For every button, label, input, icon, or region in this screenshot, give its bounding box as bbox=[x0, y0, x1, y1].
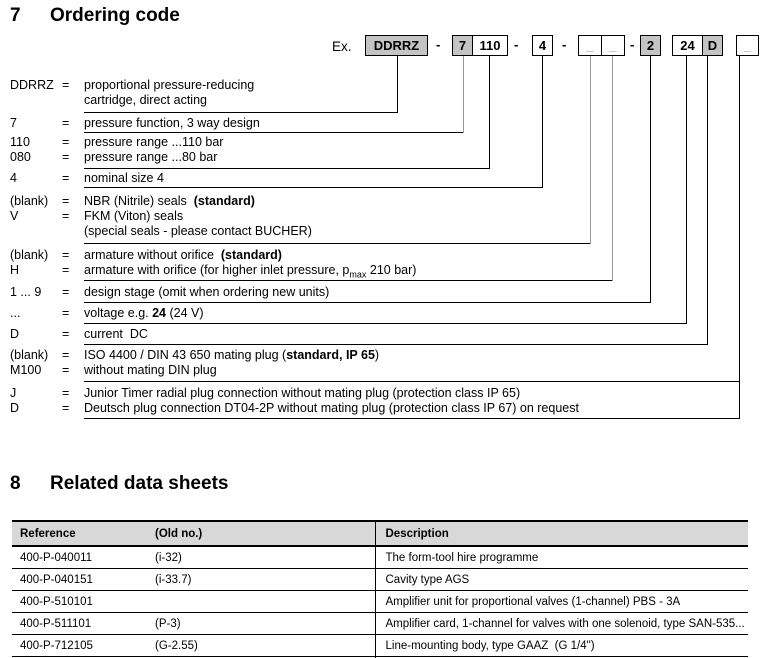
code-description bbox=[84, 171, 164, 186]
section7-number: 7 bbox=[10, 5, 21, 26]
code-line bbox=[10, 386, 750, 401]
code-description bbox=[84, 401, 579, 416]
description-text: (special seals - please contact BUCHER) bbox=[84, 224, 312, 238]
connector-vertical-line bbox=[489, 56, 490, 169]
description-text: ISO 4400 / DIN 43 650 mating plug ( bbox=[84, 348, 287, 362]
description-text: voltage e.g. bbox=[84, 306, 153, 320]
table-cell: (G-2.55) bbox=[147, 635, 375, 657]
table-cell: Amplifier unit for proportional valves (1-channel) PBS - 3A bbox=[375, 591, 748, 613]
code-value: V bbox=[10, 209, 19, 223]
connector-vertical-line bbox=[612, 56, 613, 281]
connector-underline bbox=[84, 418, 740, 419]
connector-underline bbox=[84, 243, 591, 244]
equals-sign: = bbox=[62, 327, 70, 341]
table-cell: (i-32) bbox=[147, 546, 375, 569]
code-value: (blank) bbox=[10, 248, 49, 262]
code-description bbox=[84, 224, 312, 239]
code-line bbox=[10, 348, 750, 363]
connector-underline bbox=[84, 168, 490, 169]
equals-sign: = bbox=[62, 306, 70, 320]
description-text: (standard) bbox=[220, 248, 282, 262]
description-text: standard, IP 65 bbox=[286, 348, 375, 362]
description-text: 210 bar) bbox=[366, 263, 417, 277]
equals-sign: = bbox=[62, 194, 70, 208]
code-description bbox=[84, 194, 255, 209]
code-line bbox=[10, 327, 750, 342]
code-value: 080 bbox=[10, 150, 31, 164]
code-box-4: 4 bbox=[532, 35, 553, 56]
table-cell: 400-P-040151 bbox=[12, 569, 147, 591]
equals-sign: = bbox=[62, 363, 70, 377]
code-value: H bbox=[10, 263, 20, 277]
code-group bbox=[10, 348, 750, 378]
description-text: (standard) bbox=[193, 194, 255, 208]
equals-sign: = bbox=[62, 348, 70, 362]
code-description bbox=[84, 348, 379, 363]
code-line bbox=[10, 116, 750, 131]
description-text: pressure range ...110 bar bbox=[84, 135, 224, 149]
equals-sign: = bbox=[62, 78, 70, 92]
connector-underline bbox=[84, 112, 398, 113]
table-cell: The form-tool hire programme bbox=[375, 546, 748, 569]
code-description bbox=[84, 285, 329, 300]
table-header bbox=[12, 521, 748, 546]
code-box-blank-9: _ bbox=[736, 35, 759, 56]
description-text: design stage (omit when ordering new units) bbox=[84, 285, 330, 299]
code-separator: - bbox=[436, 37, 441, 52]
code-box-ddrrz: DDRRZ bbox=[365, 35, 428, 56]
description-text: current DC bbox=[84, 327, 148, 341]
equals-sign: = bbox=[62, 248, 70, 262]
connector-vertical-line bbox=[463, 56, 464, 133]
code-group bbox=[10, 135, 750, 165]
equals-sign: = bbox=[62, 150, 70, 164]
code-group bbox=[10, 386, 750, 416]
table-header-cell: Description bbox=[375, 521, 748, 546]
code-description bbox=[84, 116, 260, 131]
code-line bbox=[10, 171, 750, 186]
code-line bbox=[10, 306, 750, 321]
table-row bbox=[12, 546, 748, 569]
equals-sign: = bbox=[62, 209, 70, 223]
table-header-cell: (Old no.) bbox=[147, 521, 375, 546]
code-value: 7 bbox=[10, 116, 17, 130]
code-separator: - bbox=[630, 37, 635, 52]
code-box-d: D bbox=[702, 35, 723, 56]
description-text: Deutsch plug connection DT04-2P without mating plug (protection class IP 67) on request bbox=[84, 401, 579, 415]
table-cell: Cavity type AGS bbox=[375, 569, 748, 591]
code-box-24: 24 bbox=[672, 35, 703, 56]
code-separator: - bbox=[562, 37, 567, 52]
connector-underline bbox=[84, 323, 687, 324]
connector-vertical-line bbox=[739, 56, 740, 419]
equals-sign: = bbox=[62, 135, 70, 149]
code-group bbox=[10, 194, 750, 239]
equals-sign: = bbox=[62, 263, 70, 277]
description-text: NBR (Nitrile) seals bbox=[84, 194, 194, 208]
description-text: proportional pressure-reducing bbox=[84, 78, 255, 92]
section7-title: Ordering code bbox=[50, 5, 180, 26]
code-value: 1 ... 9 bbox=[10, 285, 42, 299]
connector-vertical-line bbox=[542, 56, 543, 188]
section8-heading bbox=[10, 473, 228, 495]
equals-sign: = bbox=[62, 386, 70, 400]
description-text: FKM (Viton) seals bbox=[84, 209, 184, 223]
code-description bbox=[84, 363, 217, 378]
code-line bbox=[10, 363, 750, 378]
code-group bbox=[10, 285, 750, 300]
connector-underline bbox=[84, 187, 543, 188]
table-cell bbox=[147, 591, 375, 613]
connector-underline bbox=[84, 280, 613, 281]
code-description bbox=[84, 150, 217, 165]
code-line bbox=[10, 224, 750, 239]
code-description bbox=[84, 78, 254, 93]
code-line bbox=[10, 401, 750, 416]
connector-vertical-line bbox=[590, 56, 591, 244]
code-value: 110 bbox=[10, 135, 30, 149]
code-value: D bbox=[10, 401, 20, 415]
description-text: pressure range ...80 bar bbox=[84, 150, 218, 164]
code-line bbox=[10, 209, 750, 224]
connector-underline bbox=[84, 344, 708, 345]
table-cell: 400-P-510101 bbox=[12, 591, 147, 613]
code-value: (blank) bbox=[10, 348, 49, 362]
description-text: ) bbox=[374, 348, 380, 362]
table-cell: Line-mounting body, type GAAZ (G 1/4") bbox=[375, 635, 748, 657]
code-line bbox=[10, 93, 750, 108]
code-line bbox=[10, 194, 750, 209]
subscript-text: max bbox=[349, 269, 367, 280]
section8-title: Related data sheets bbox=[50, 473, 229, 494]
connector-vertical-line bbox=[707, 56, 708, 345]
code-description bbox=[84, 386, 520, 401]
table-column-divider bbox=[375, 649, 376, 658]
code-value: DDRRZ bbox=[10, 78, 54, 92]
table-cell: Amplifier card, 1-channel for valves with one solenoid, type SAN-535... bbox=[375, 613, 748, 635]
description-text: without mating DIN plug bbox=[84, 363, 217, 377]
equals-sign: = bbox=[62, 171, 70, 185]
code-line bbox=[10, 263, 750, 278]
code-description bbox=[84, 209, 183, 224]
connector-underline bbox=[84, 381, 740, 382]
code-box-blank-5: _ bbox=[601, 35, 625, 56]
table-row bbox=[12, 591, 748, 613]
description-text: (24 V) bbox=[166, 306, 204, 320]
code-description bbox=[84, 306, 204, 321]
code-group bbox=[10, 171, 750, 186]
description-text: armature with orifice (for higher inlet pressure, p bbox=[84, 263, 350, 277]
code-description bbox=[84, 327, 148, 342]
connector-underline bbox=[84, 132, 464, 133]
code-line bbox=[10, 135, 750, 150]
table-cell: 400-P-511101 bbox=[12, 613, 147, 635]
code-group bbox=[10, 248, 750, 278]
equals-sign: = bbox=[62, 401, 70, 415]
connector-vertical-line bbox=[686, 56, 687, 324]
code-value: J bbox=[10, 386, 17, 400]
related-data-sheets-table bbox=[12, 520, 748, 657]
code-description bbox=[84, 248, 282, 263]
code-value: M100 bbox=[10, 363, 42, 377]
table-header-cell: Reference bbox=[12, 521, 147, 546]
code-group bbox=[10, 327, 750, 342]
table-row bbox=[12, 635, 748, 657]
table-cell: 400-P-712105 bbox=[12, 635, 147, 657]
table-cell: (i-33.7) bbox=[147, 569, 375, 591]
equals-sign: = bbox=[62, 116, 70, 130]
connector-underline bbox=[84, 302, 651, 303]
code-separator: - bbox=[514, 37, 519, 52]
code-value: D bbox=[10, 327, 20, 341]
section8-number: 8 bbox=[10, 473, 21, 494]
description-text: Junior Timer radial plug connection without mating plug (protection class IP 65) bbox=[84, 386, 521, 400]
code-line bbox=[10, 285, 750, 300]
code-group bbox=[10, 306, 750, 321]
table-row bbox=[12, 613, 748, 635]
code-group bbox=[10, 78, 750, 108]
code-description bbox=[84, 135, 223, 150]
code-description bbox=[84, 93, 207, 108]
description-text: pressure function, 3 way design bbox=[84, 116, 260, 130]
example-label: Ex. bbox=[332, 39, 352, 54]
table-row bbox=[12, 569, 748, 591]
code-value: 4 bbox=[10, 171, 17, 185]
code-line bbox=[10, 150, 750, 165]
code-line bbox=[10, 78, 750, 93]
connector-vertical-line bbox=[397, 56, 398, 113]
code-box-110: 110 bbox=[472, 35, 508, 56]
code-box-7: 7 bbox=[452, 35, 473, 56]
description-text: 24 bbox=[152, 306, 167, 320]
description-text: armature without orifice bbox=[84, 248, 221, 262]
section7-heading bbox=[10, 5, 180, 27]
table-cell: (P-3) bbox=[147, 613, 375, 635]
code-value: ... bbox=[10, 306, 21, 320]
equals-sign: = bbox=[62, 285, 70, 299]
table-cell: 400-P-040011 bbox=[12, 546, 147, 569]
connector-vertical-line bbox=[650, 56, 651, 303]
description-text: nominal size 4 bbox=[84, 171, 164, 185]
description-text: cartridge, direct acting bbox=[84, 93, 207, 107]
code-box-2: 2 bbox=[640, 35, 661, 56]
code-box-blank-4: _ bbox=[578, 35, 602, 56]
code-line bbox=[10, 248, 750, 263]
code-value: (blank) bbox=[10, 194, 49, 208]
code-group bbox=[10, 116, 750, 131]
